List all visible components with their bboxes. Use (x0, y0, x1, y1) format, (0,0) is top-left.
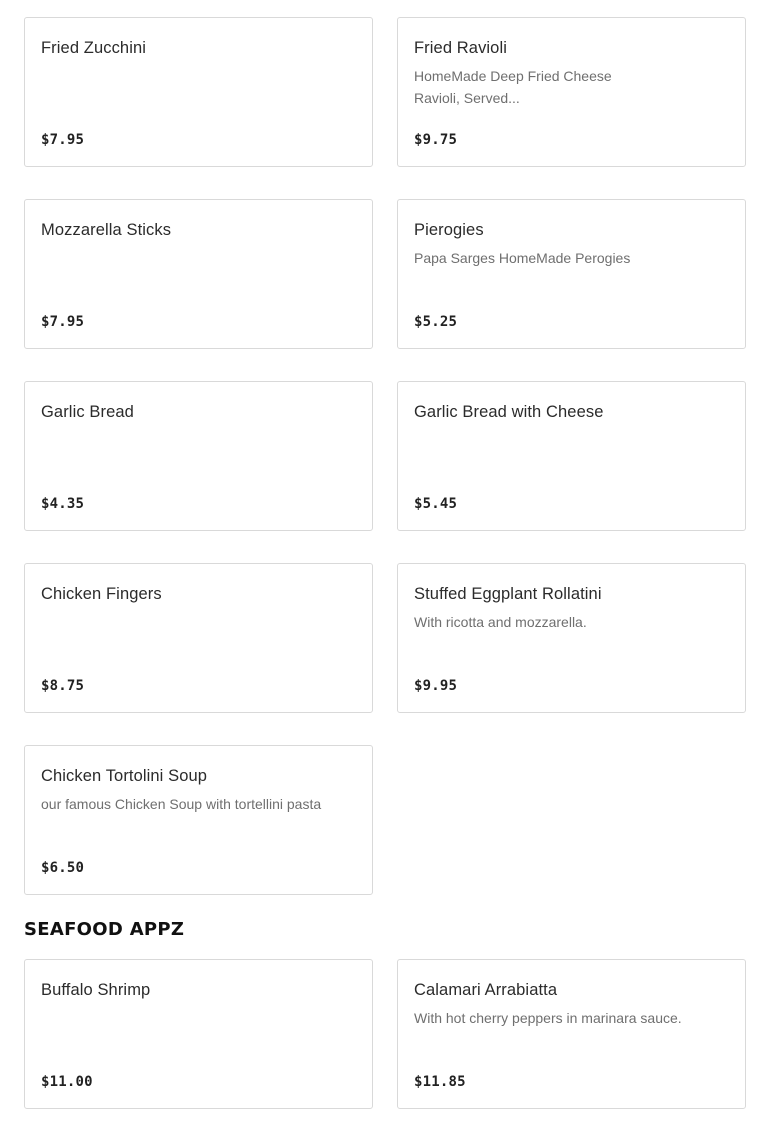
item-description: HomeMade Deep Fried Cheese Ravioli, Served... (414, 68, 612, 106)
item-price: $7.95 (41, 132, 85, 148)
item-price: $6.50 (41, 860, 85, 876)
section-title: SEAFOOD APPZ (24, 919, 185, 940)
appetizers-grid (24, 17, 746, 895)
menu-item-card[interactable] (24, 199, 373, 349)
item-name: Stuffed Eggplant Rollatini (414, 585, 602, 603)
item-price: $9.95 (414, 678, 458, 694)
item-name: Buffalo Shrimp (41, 981, 151, 999)
item-name: Pierogies (414, 221, 484, 239)
item-description: our famous Chicken Soup with tortellini pasta (41, 796, 322, 812)
menu-item-card[interactable] (397, 563, 746, 713)
menu-item-card[interactable] (397, 17, 746, 167)
item-name: Fried Zucchini (41, 39, 147, 57)
item-price: $11.00 (41, 1074, 93, 1090)
item-name: Fried Ravioli (414, 39, 507, 57)
item-price: $8.75 (41, 678, 85, 694)
item-name: Garlic Bread with Cheese (414, 403, 604, 421)
item-description: With ricotta and mozzarella. (414, 614, 587, 630)
item-name: Mozzarella Sticks (41, 221, 172, 239)
item-name: Garlic Bread (41, 403, 134, 421)
item-price: $5.25 (414, 314, 458, 330)
menu-item-card[interactable] (24, 17, 373, 167)
item-description: With hot cherry peppers in marinara sauce. (414, 1010, 682, 1026)
menu-item-card[interactable] (24, 745, 373, 895)
item-price: $5.45 (414, 496, 458, 512)
item-name: Chicken Tortolini Soup (41, 767, 208, 785)
menu-item-card[interactable] (24, 959, 373, 1109)
item-price: $9.75 (414, 132, 458, 148)
menu-item-card[interactable] (397, 381, 746, 531)
item-name: Chicken Fingers (41, 585, 162, 603)
item-price: $4.35 (41, 496, 85, 512)
menu-item-card[interactable] (397, 199, 746, 349)
item-price: $11.85 (414, 1074, 466, 1090)
item-price: $7.95 (41, 314, 85, 330)
seafood-grid (24, 959, 746, 1109)
menu-item-card[interactable] (397, 959, 746, 1109)
item-name: Calamari Arrabiatta (414, 981, 558, 999)
item-description: Papa Sarges HomeMade Perogies (414, 250, 631, 266)
menu-item-card[interactable] (24, 563, 373, 713)
menu-item-card[interactable] (24, 381, 373, 531)
